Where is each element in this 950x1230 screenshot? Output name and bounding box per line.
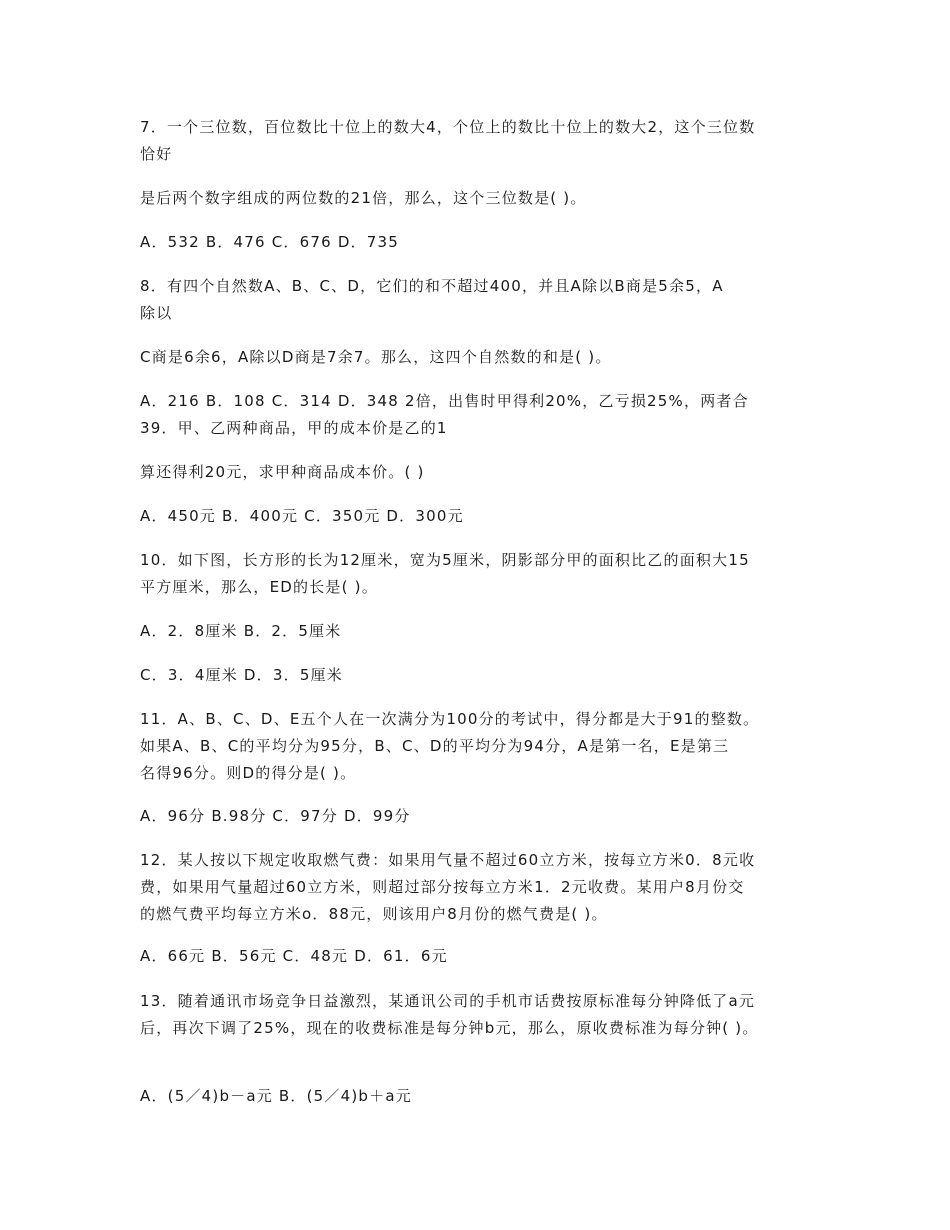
q12-text-line-2: 费，如果用气量超过60立方米，则超过部分按每立方米1．2元收费。某用户8月份交 — [140, 878, 745, 896]
q13-options: A．(5／4)b－a元 B．(5／4)b＋a元 — [140, 1087, 412, 1105]
q8-text-line-2: 除以 — [140, 304, 173, 322]
q11-text-line-2: 如果A、B、C的平均分为95分，B、C、D的平均分为94分，A是第一名，E是第三 — [140, 737, 730, 755]
q12-text-line-3: 的燃气费平均每立方米o．88元，则该用户8月份的燃气费是( )。 — [140, 905, 608, 923]
q11-text-line-3: 名得96分。则D的得分是( )。 — [140, 764, 357, 782]
q13-text-line-1: 13．随着通讯市场竞争日益激烈，某通讯公司的手机市话费按原标准每分钟降低了a元 — [140, 992, 756, 1010]
q10-options-1: A．2．8厘米 B．2．5厘米 — [140, 622, 342, 640]
q7-text-line-1: 7．一个三位数，百位数比十位上的数大4，个位上的数比十位上的数大2，这个三位数 — [140, 118, 756, 136]
q10-options-2: C．3．4厘米 D．3．5厘米 — [140, 666, 343, 684]
q7-text-line-2: 恰好 — [140, 145, 173, 163]
q7-options: A．532 B．476 C．676 D．735 — [140, 233, 400, 251]
q8-text-line-3: C商是6余6，A除以D商是7余7。那么，这四个自然数的和是( )。 — [140, 348, 612, 366]
q12-text-line-1: 12．某人按以下规定收取燃气费：如果用气量不超过60立方米，按每立方米0．8元收 — [140, 851, 756, 869]
q8-options: A．216 B．108 C．314 D．348 2倍，出售时甲得利20%，乙亏损25%，两者合 — [140, 392, 749, 410]
q13-text-line-2: 后，再次下调了25%，现在的收费标准是每分钟b元，那么，原收费标准为每分钟( )。 — [140, 1019, 759, 1037]
q10-text-line-1: 10．如下图，长方形的长为12厘米，宽为5厘米，阴影部分甲的面积比乙的面积大15 — [140, 551, 750, 569]
q9-options: A．450元 B．400元 C．350元 D．300元 — [140, 507, 464, 525]
q11-options: A．96分 B.98分 C．97分 D．99分 — [140, 807, 411, 825]
q12-options: A．66元 B．56元 C．48元 D．61．6元 — [140, 947, 448, 965]
q11-text-line-1: 11．A、B、C、D、E五个人在一次满分为100分的考试中，得分都是大于91的整数。 — [140, 710, 760, 728]
q10-text-line-2: 平方厘米，那么，ED的长是( )。 — [140, 578, 378, 596]
q9-text-line-2: 算还得利20元，求甲种商品成本价。( ) — [140, 463, 425, 481]
q9-text-line-1: 39．甲、乙两种商品，甲的成本价是乙的1 — [140, 419, 448, 437]
q8-text-line-1: 8．有四个自然数A、B、C、D，它们的和不超过400，并且A除以B商是5余5，A — [140, 277, 724, 295]
q7-text-line-3: 是后两个数字组成的两位数的21倍，那么，这个三位数是( )。 — [140, 189, 587, 207]
